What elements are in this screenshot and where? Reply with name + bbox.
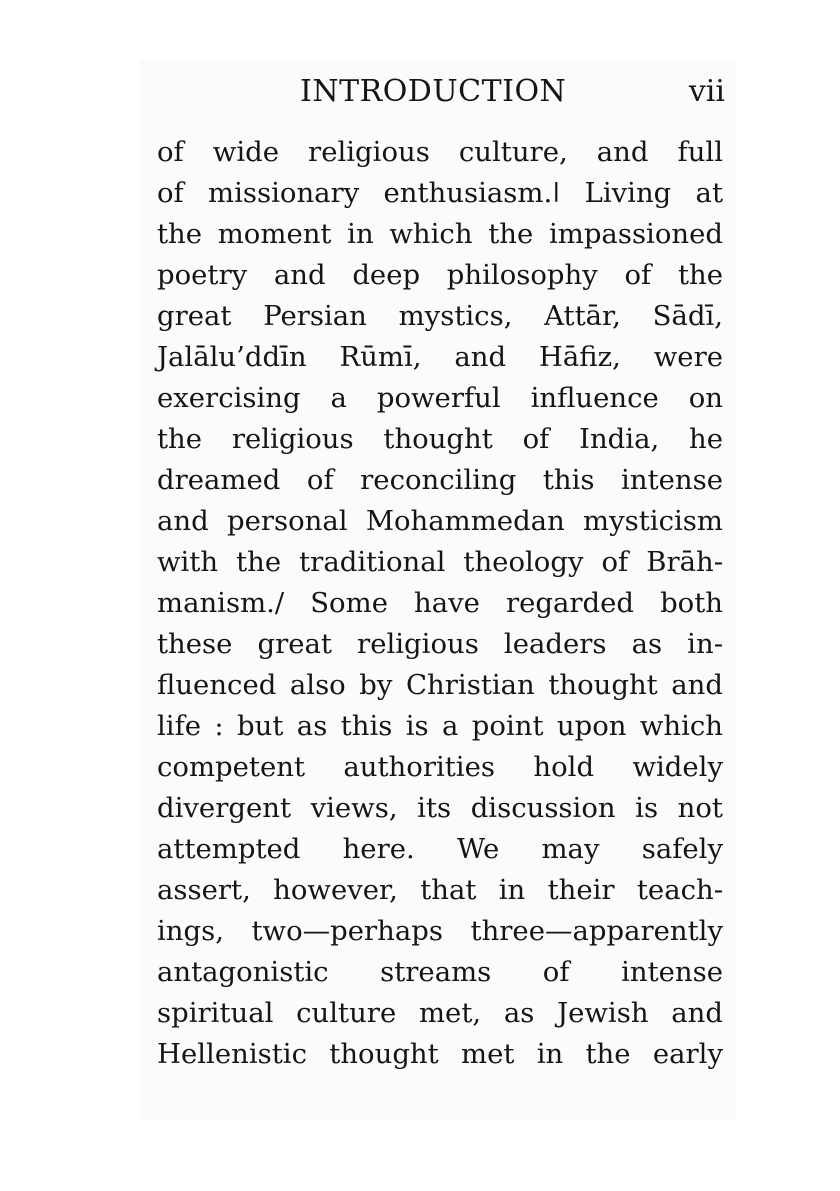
text-line: with the traditional theology of Brāh- — [157, 546, 723, 578]
text-line: the moment in which the impassioned — [157, 218, 723, 250]
text-line: attempted here. We may safely — [157, 833, 723, 865]
text-line: exercising a powerful influence on — [157, 382, 723, 414]
text-line: spiritual culture met, as Jewish and — [157, 997, 723, 1029]
text-line: dreamed of reconciling this intense — [157, 464, 723, 496]
running-header — [160, 74, 725, 114]
chapter-title: INTRODUCTION — [300, 74, 567, 109]
text-line: competent authorities hold widely — [157, 751, 723, 783]
text-line: Hellenistic thought met in the early — [157, 1038, 723, 1070]
text-line: manism./ Some have regarded both — [157, 587, 723, 619]
text-line: fluenced also by Christian thought and — [157, 669, 723, 701]
body-text — [157, 132, 723, 1075]
text-line: Jalālu’ddīn Rūmī, and Hāfiz, were — [157, 341, 723, 373]
text-line: the religious thought of India, he — [157, 423, 723, 455]
text-line: of wide religious culture, and full — [157, 136, 723, 168]
text-line: life : but as this is a point upon which — [157, 710, 723, 742]
text-line: ings, two—perhaps three—apparently — [157, 915, 723, 947]
text-line: assert, however, that in their teach- — [157, 874, 723, 906]
text-line: antagonistic streams of intense — [157, 956, 723, 988]
text-line: divergent views, its discussion is not — [157, 792, 723, 824]
text-line: these great religious leaders as in- — [157, 628, 723, 660]
page-number: vii — [688, 74, 725, 109]
text-line: of missionary enthusiasm.ǀ Living at — [157, 177, 723, 209]
text-line: great Persian mystics, Attār, Sādī, — [157, 300, 723, 332]
text-line: poetry and deep philosophy of the — [157, 259, 723, 291]
text-line: and personal Mohammedan mysticism — [157, 505, 723, 537]
